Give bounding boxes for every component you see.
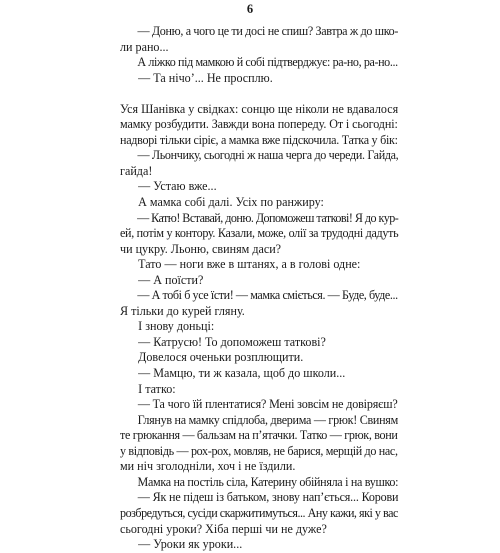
page-number: 6 [246, 2, 254, 16]
text-line: Глянув на мамку спідлоба, дверима — грюк! Свиням [120, 412, 398, 427]
text-line: Тато — ноги вже в штанях, а в голові одне: [120, 257, 361, 272]
text-line: Мамка на постіль сіла, Катерину обійняла і на вушко: [120, 474, 399, 489]
text-line: — Та чого їй плентатися? Мені зовсім не довіряєш? [120, 397, 398, 412]
text-line: Уся Шанівка у свідках: сонцю ще ніколи не вдавалося [120, 101, 399, 116]
text-line: — А тобі б усе їсти! — мамка сміється. — Буде, буде... [120, 288, 398, 303]
text-line: чи цукру. Льоню, свиням даси? [120, 241, 282, 256]
text-line: у відповідь — рох-рох, мовляв, не барися, мерщій до нас, [120, 443, 398, 458]
text-line: те грюкання — бальзам на п’ятачки. Татко — грюк, вони [120, 428, 398, 443]
text-line: — Та нічо’... Не просплю. [120, 70, 273, 85]
text-line: — Устаю вже... [120, 179, 217, 194]
text-line: А мамка собі далі. Усіх по ранжиру: [120, 195, 324, 210]
text-line: — Катрусю! То допоможеш таткові? [120, 334, 326, 349]
text-line: Я тільки до курей гляну. [120, 303, 245, 318]
text-line: гайда! [120, 163, 153, 178]
text-line: мамку розбудити. Завжди вона попереду. От і сьогодні: [120, 117, 398, 132]
text-line: ми ніч зголодніли, хоч і не їздили. [120, 459, 296, 474]
text-line: надворі тільки сіріє, а мамка вже підскочила. Татка у бік: [120, 132, 398, 147]
text-line: — Катю! Вставай, доню. Допоможеш таткові! Я до кур- [120, 210, 399, 225]
text-line: ей, потім у контору. Казали, може, олії за трудодні дадуть [120, 226, 399, 241]
text-line: — Доню, а чого це ти досі не спиш? Завтра ж до шко- [120, 24, 399, 38]
text-line: — Як не підеш із батьком, знову нап’ється... Корови [120, 490, 399, 505]
text-line: ли рано... [120, 39, 169, 54]
text-line: Довелося оченьки розплющити. [120, 350, 304, 365]
section-break [120, 86, 398, 102]
text-line: сьогодні уроки? Хіба перші чи не дуже? [120, 521, 327, 536]
text-line: — А поїсти? [120, 272, 204, 287]
text-line: — Мамцю, ти ж казала, щоб до школи... [120, 366, 346, 381]
text-line: І знову доньці: [120, 319, 215, 334]
text-line: А ліжко під мамкою й собі підтверджує: ра-но, ра-но... [120, 55, 398, 70]
text-line: І татко: [120, 381, 176, 396]
text-line: розбредуться, сусіди скаржитимуться... Ану кажи, які у вас [120, 505, 398, 520]
page-text [120, 24, 398, 553]
text-line: — Льончику, сьогодні ж наша черга до череди. Гайда, [120, 148, 399, 163]
text-line: — Уроки як уроки... [120, 537, 243, 552]
